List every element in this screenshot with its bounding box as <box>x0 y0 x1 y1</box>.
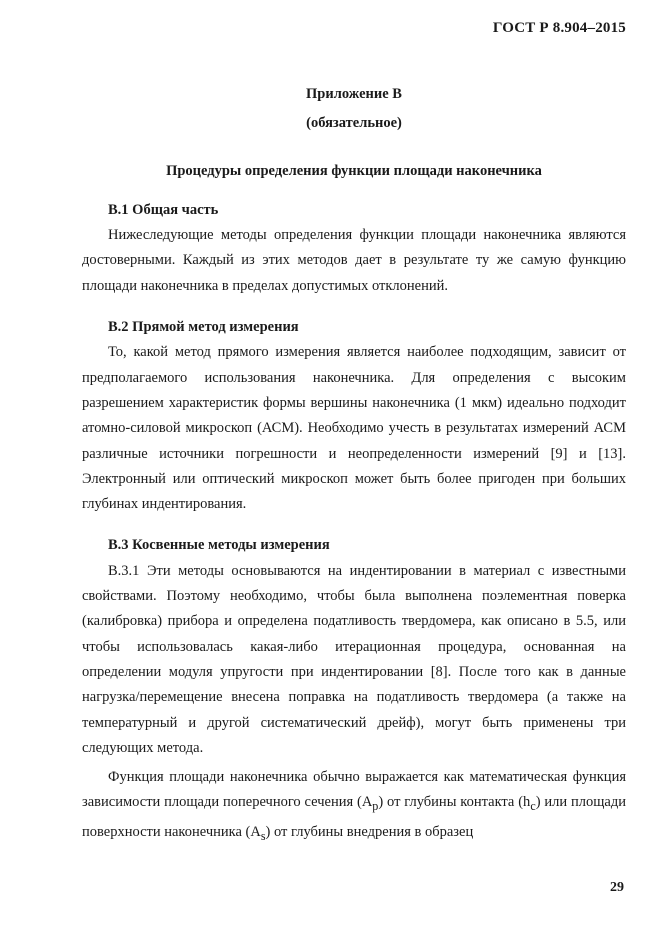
standard-designation: ГОСТ Р 8.904–2015 <box>492 20 626 36</box>
paragraph-b2: То, какой метод прямого измерения является наиболее подходящим, зависит от предполагаемого использования наконечника. Для определения с высоким разрешением характеристик формы вершины наконечника (1 мкм) идеально подходит атомно-силовой микроскоп (АСМ). Необходимо учесть в результатах измерений АСМ различные источники погрешности и неопределенности измерений [9] и [13]. Электронный или оптический микроскоп может быть более пригоден при больших глубинах индентирования. <box>82 344 626 513</box>
appendix-title: Приложение В <box>306 86 402 102</box>
page-content <box>82 82 626 849</box>
text-fragment: Функция площади наконечника обычно выражается как математическая функция зависимости площади поперечного сечения (A <box>82 769 626 811</box>
subscript-s: s <box>260 828 266 843</box>
paragraph-b3-2 <box>82 765 626 849</box>
text-fragment: ) или площади поверхности наконечника (A <box>82 794 626 840</box>
subscript-c: c <box>530 799 536 814</box>
section-title-b2: В.2 Прямой метод измерения <box>108 319 299 336</box>
text-fragment: ) от глубины внедрения в образец <box>265 823 474 840</box>
page-number: 29 <box>610 880 624 895</box>
subscript-p: p <box>372 799 379 814</box>
appendix-status: (обязательное) <box>306 115 402 132</box>
section-title-b1: В.1 Общая часть <box>108 201 219 218</box>
text-fragment: ) от глубины контакта (h <box>378 794 531 811</box>
appendix-heading: Процедуры определения функции площади наконечника <box>166 162 542 179</box>
paragraph-b1: Нижеследующие методы определения функции площади наконечника являются достоверными. Каждый из этих методов дает в результате ту же самую функцию площади наконечника в пределах допустимых отклонений. <box>82 227 626 294</box>
paragraph-b3-1: В.3.1 Эти методы основываются на индентировании в материал с известными свойствами. Поэтому необходимо, чтобы была выполнена поэлементная поверка (калибровка) прибора и определена податливость твердомера, как описано в 5.5, или чтобы использовалась какая-либо итерационная процедура, основанная на определении модуля упругости при индентировании [8]. После того как в данные нагрузка/перемещение внесена поправка на податливость твердомера (а также на температурный и другой систематический дрейф), могут быть применены три следующих метода. <box>82 562 626 756</box>
section-title-b3: В.3 Косвенные методы измерения <box>108 537 330 554</box>
